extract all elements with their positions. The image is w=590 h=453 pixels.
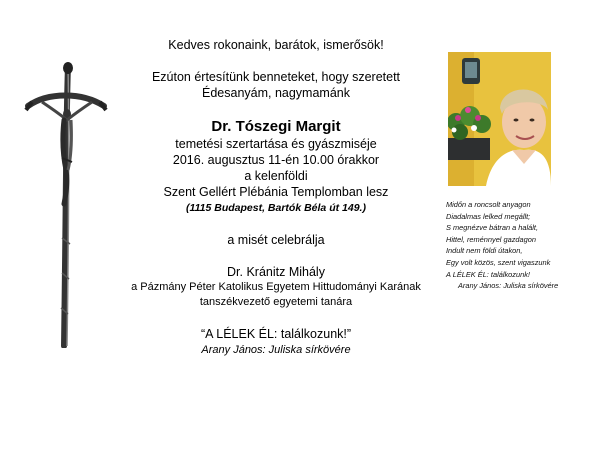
announcement	[120, 37, 432, 358]
celebrant-intro: a misét celebrálja	[227, 233, 325, 247]
celebrant-title-2: tanszékvezető egyetemi tanára	[199, 296, 353, 308]
celebrant-title-1: a Pázmány Péter Katolikus Egyetem Hittudományi Karának	[131, 281, 421, 293]
poem-source: Arany János: Juliska sírkövére	[458, 281, 559, 291]
ceremony-line: temetési szertartása és gyászmiséje	[175, 137, 377, 151]
intro-line-1: Ezúton értesítünk benneteket, hogy szeretett	[151, 70, 401, 84]
poem-line: Hittel, reménnyel gazdagon	[446, 234, 536, 244]
crucifix-icon	[22, 58, 108, 348]
poem	[446, 199, 586, 292]
celebrant-name: Dr. Kránitz Mihály	[227, 265, 325, 279]
intro-line-2: Édesanyám, nagymamánk	[202, 86, 350, 100]
deceased-name: Dr. Tószegi Margit	[211, 118, 341, 135]
poem-line: S megnézve bátran a halált,	[446, 223, 539, 233]
ceremony-address: (1115 Budapest, Bartók Béla út 149.)	[186, 202, 366, 214]
poem-line: Egy volt közös, szent vigaszunk	[446, 257, 551, 267]
ceremony-line-3: a kelenföldi	[244, 169, 308, 183]
poem-line: Midőn a roncsolt anyagon	[446, 200, 531, 209]
portrait-photo	[448, 52, 551, 186]
ceremony-place: Szent Gellért Plébánia Templomban lesz	[163, 185, 389, 199]
poem-line: A LÉLEK ÉL: találkozunk!	[446, 269, 530, 279]
ceremony-date: 2016. augusztus 11-én 10.00 órakkor	[172, 153, 380, 167]
greeting: Kedves rokonaink, barátok, ismerősök!	[168, 38, 384, 52]
poem-line: Indult nem földi útakon,	[446, 246, 523, 256]
poem-line: Diadalmas lelked megállt;	[446, 211, 531, 221]
motto: “A LÉLEK ÉL: találkozunk!”	[200, 327, 352, 341]
motto-source: Arany János: Juliska sírkövére	[201, 344, 351, 356]
